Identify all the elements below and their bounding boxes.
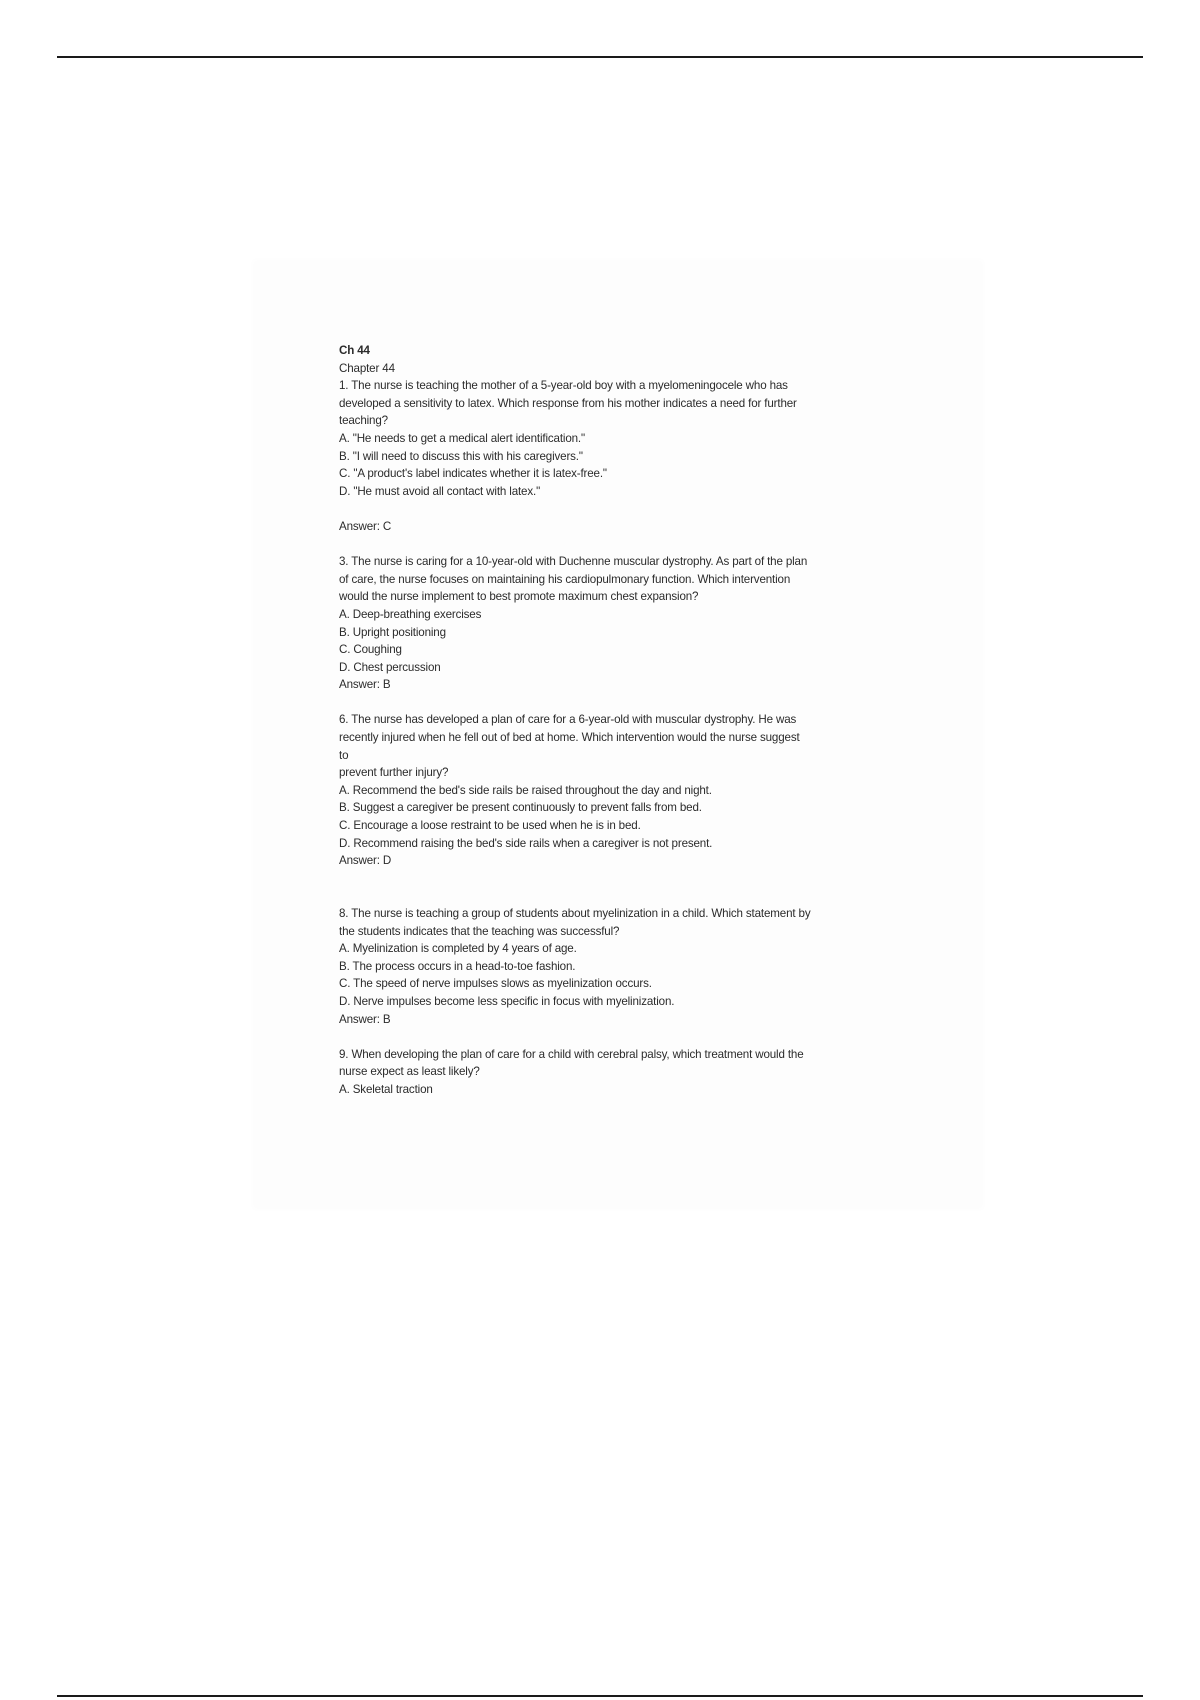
question-stem-line: to xyxy=(339,748,349,762)
question-block xyxy=(339,711,899,869)
top-divider xyxy=(57,56,1143,58)
question-block xyxy=(339,905,899,1028)
answer-option: A. Myelinization is completed by 4 years of age. xyxy=(339,942,577,956)
bottom-divider xyxy=(57,1695,1143,1697)
question-stem-line: would the nurse implement to best promote maximum chest expansion? xyxy=(339,590,699,604)
answer-option: A. Skeletal traction xyxy=(339,1082,433,1096)
answer-option: B. Suggest a caregiver be present continuously to prevent falls from bed. xyxy=(339,801,702,815)
answer-key: Answer: C xyxy=(339,519,392,533)
answer-option: B. "I will need to discuss this with his caregivers." xyxy=(339,449,583,463)
question-stem-line: the students indicates that the teaching was successful? xyxy=(339,924,620,938)
question-block xyxy=(339,553,899,694)
question-stem-line: teaching? xyxy=(339,414,388,428)
answer-option: A. Deep-breathing exercises xyxy=(339,607,482,621)
question-stem-line: of care, the nurse focuses on maintaining his cardiopulmonary function. Which intervention xyxy=(339,572,791,586)
answer-option: B. Upright positioning xyxy=(339,625,446,639)
chapter-label: Chapter 44 xyxy=(339,361,395,375)
document-content xyxy=(339,342,899,1099)
answer-key: Answer: B xyxy=(339,1012,391,1026)
question-stem-line: 6. The nurse has developed a plan of care for a 6-year-old with muscular dystrophy. He was xyxy=(339,713,797,727)
question-block xyxy=(339,377,899,535)
answer-option: A. "He needs to get a medical alert identification." xyxy=(339,431,585,445)
answer-option: C. Encourage a loose restraint to be used when he is in bed. xyxy=(339,819,641,833)
question-stem-line: 3. The nurse is caring for a 10-year-old with Duchenne muscular dystrophy. As part of the plan xyxy=(339,555,808,569)
answer-option: C. "A product's label indicates whether it is latex-free." xyxy=(339,467,607,481)
question-stem-line: 1. The nurse is teaching the mother of a 5-year-old boy with a myelomeningocele who has xyxy=(339,379,788,393)
answer-option: A. Recommend the bed's side rails be raised throughout the day and night. xyxy=(339,783,712,797)
answer-option: D. Nerve impulses become less specific in focus with myelinization. xyxy=(339,994,675,1008)
answer-option: C. Coughing xyxy=(339,643,402,657)
question-stem-line: developed a sensitivity to latex. Which response from his mother indicates a need for further xyxy=(339,396,797,410)
question-stem-line: recently injured when he fell out of bed at home. Which intervention would the nurse suggest xyxy=(339,731,800,745)
answer-option: D. "He must avoid all contact with latex." xyxy=(339,484,541,498)
question-stem-line: 8. The nurse is teaching a group of students about myelinization in a child. Which statement by xyxy=(339,907,811,920)
answer-key: Answer: D xyxy=(339,854,392,868)
answer-option: C. The speed of nerve impulses slows as myelinization occurs. xyxy=(339,977,652,991)
answer-key: Answer: B xyxy=(339,678,391,692)
question-stem-line: nurse expect as least likely? xyxy=(339,1065,480,1079)
question-block xyxy=(339,1046,899,1099)
answer-option: D. Chest percussion xyxy=(339,660,441,674)
question-stem-line: prevent further injury? xyxy=(339,766,449,780)
question-stem-line: 9. When developing the plan of care for a child with cerebral palsy, which treatment would the xyxy=(339,1047,804,1061)
answer-option: B. The process occurs in a head-to-toe fashion. xyxy=(339,959,576,973)
answer-option: D. Recommend raising the bed's side rails when a caregiver is not present. xyxy=(339,836,713,850)
document-heading: Ch 44 xyxy=(339,344,370,357)
